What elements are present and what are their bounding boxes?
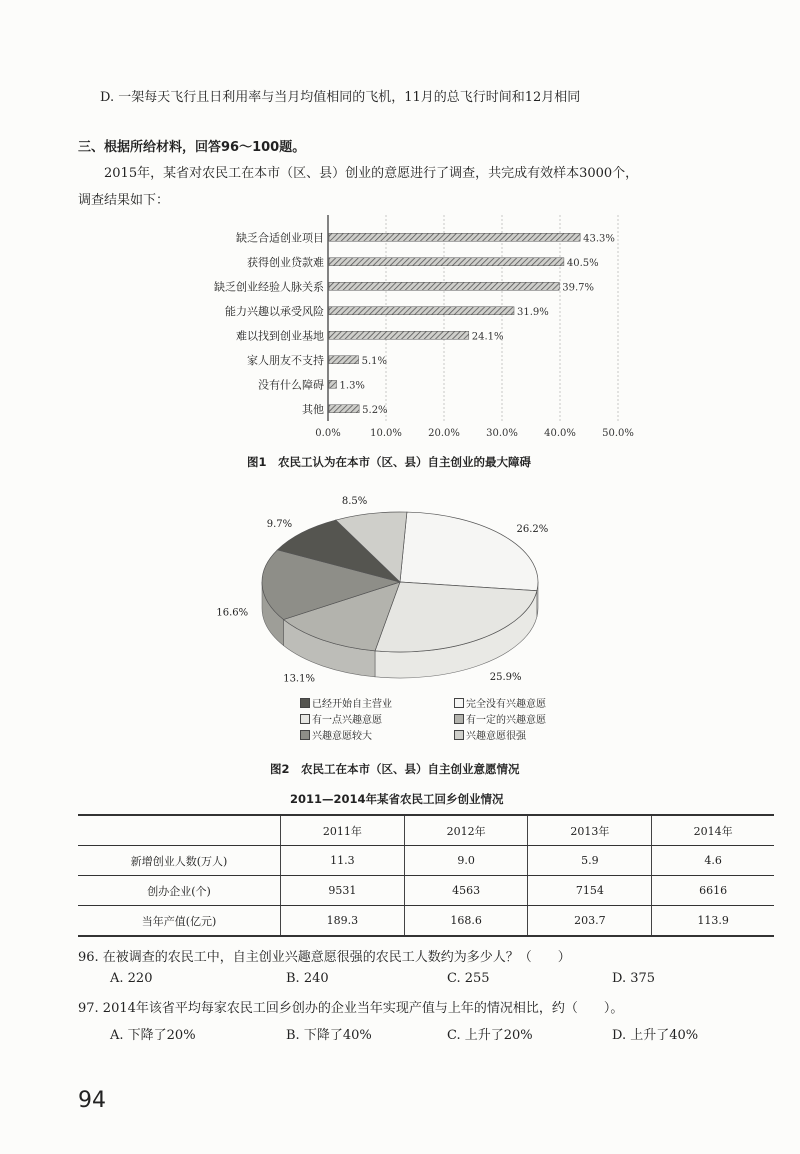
q97-option-a: A. 下降了20% [110,1028,196,1043]
legend-item: 兴趣意愿很强 [454,727,526,742]
tick-label: 20.0% [428,428,460,439]
table-cell: 7154 [528,876,652,906]
category-label: 能力兴趣以承受风险 [225,304,324,318]
pie-value-label: 9.7% [266,518,293,530]
tick-label: 10.0% [370,428,402,439]
pie-value-label: 16.6% [216,607,249,619]
table-cell: 2013年 [528,815,652,846]
legend-swatch [300,730,310,740]
bar-value-label: 5.1% [361,355,387,367]
legend-swatch [300,714,310,724]
intro-line-1: 2015年，某省对农民工在本市（区、县）创业的意愿进行了调查，共完成有效样本3000个， [104,166,639,181]
bar [329,331,469,339]
category-label: 获得创业贷款难 [247,255,324,269]
table-cell: 新增创业人数(万人) [78,846,281,876]
tick-label: 30.0% [486,428,518,439]
table-cell: 创办企业(个) [78,876,281,906]
legend-item: 完全没有兴趣意愿 [454,695,546,710]
legend-swatch [454,698,464,708]
legend-item: 兴趣意愿较大 [300,727,372,742]
tick-label: 40.0% [544,428,576,439]
q96-option-c: C. 255 [447,971,490,986]
figure-2-caption: 图2 农民工在本市（区、县）自主创业意愿情况 [270,762,520,776]
bar-value-label: 5.2% [362,404,388,416]
table-cell: 当年产值(亿元) [78,906,281,937]
category-label: 其他 [302,402,324,416]
table-cell: 5.9 [528,846,652,876]
q96-option-d: D. 375 [612,971,656,986]
page-number: 94 [78,1088,106,1113]
legend-item: 有一点兴趣意愿 [300,711,382,726]
bar [329,258,564,266]
pie-value-label: 8.5% [341,495,368,507]
legend-swatch [300,698,310,708]
table-cell: 113.9 [652,906,774,937]
question-97-stem: 97. 2014年该省平均每家农民工回乡创办的企业当年实现产值与上年的情况相比，约（ ）。 [78,1001,624,1016]
bar [329,233,580,241]
table-cell: 4.6 [652,846,774,876]
pie-value-label: 13.1% [283,673,315,685]
question-96-stem: 96. 在被调查的农民工中，自主创业兴趣意愿很强的农民工人数约为多少人？（ ） [78,950,571,965]
table-cell: 4563 [404,876,528,906]
bar [329,356,359,364]
bar [329,405,359,413]
q97-option-d: D. 上升了40% [612,1028,699,1043]
category-label: 家人朋友不支持 [247,353,324,367]
table-cell: 9531 [281,876,405,906]
bar-chart [180,215,650,447]
table-title: 2011—2014年某省农民工回乡创业情况 [290,792,504,806]
table-cell: 2011年 [281,815,405,846]
table-cell [78,815,281,846]
bar-value-label: 24.1% [471,331,504,343]
category-label: 缺乏合适创业项目 [236,231,324,245]
top-option-d: D. 一架每天飞行且日利用率与当月均值相同的飞机，11月的总飞行时间和12月相同 [100,90,581,105]
pie-chart [216,485,570,690]
table-cell: 189.3 [281,906,405,937]
intro-line-2: 调查结果如下： [78,193,170,208]
figure-1-caption: 图1 农民工认为在本市（区、县）自主创业的最大障碍 [247,455,531,469]
bar-value-label: 40.5% [566,257,599,269]
table-row [78,876,774,906]
table-cell: 2014年 [652,815,774,846]
tick-label: 50.0% [602,428,634,439]
category-label: 没有什么障碍 [258,378,324,392]
bar [329,380,337,388]
q97-option-c: C. 上升了20% [447,1028,533,1043]
table-row [78,906,774,937]
pie-value-label: 26.2% [516,524,549,536]
section-title: 三、根据所给材料，回答96～100题。 [78,140,306,155]
legend-swatch [454,730,464,740]
legend-swatch [454,714,464,724]
bar [329,307,514,315]
table-cell: 203.7 [528,906,652,937]
q96-option-a: A. 220 [110,971,153,986]
pie-legend [300,695,600,745]
category-label: 缺乏创业经验人脉关系 [214,280,324,294]
table-row [78,846,774,876]
table-cell: 2012年 [404,815,528,846]
table-cell: 11.3 [281,846,405,876]
q96-option-b: B. 240 [286,971,329,986]
bar-value-label: 39.7% [562,282,595,294]
category-label: 难以找到创业基地 [236,329,324,343]
table-cell: 9.0 [404,846,528,876]
legend-item: 已经开始自主营业 [300,695,392,710]
table-cell: 6616 [652,876,774,906]
pie-value-label: 25.9% [489,671,522,683]
bar-value-label: 43.3% [583,233,615,245]
bar-value-label: 31.9% [517,306,549,318]
q97-option-b: B. 下降了40% [286,1028,372,1043]
table-header-row [78,815,774,846]
tick-label: 0.0% [315,428,341,439]
table-cell: 168.6 [404,906,528,937]
bar [329,282,559,290]
bar-value-label: 1.3% [339,380,365,392]
legend-item: 有一定的兴趣意愿 [454,711,546,726]
stats-table [78,814,774,937]
